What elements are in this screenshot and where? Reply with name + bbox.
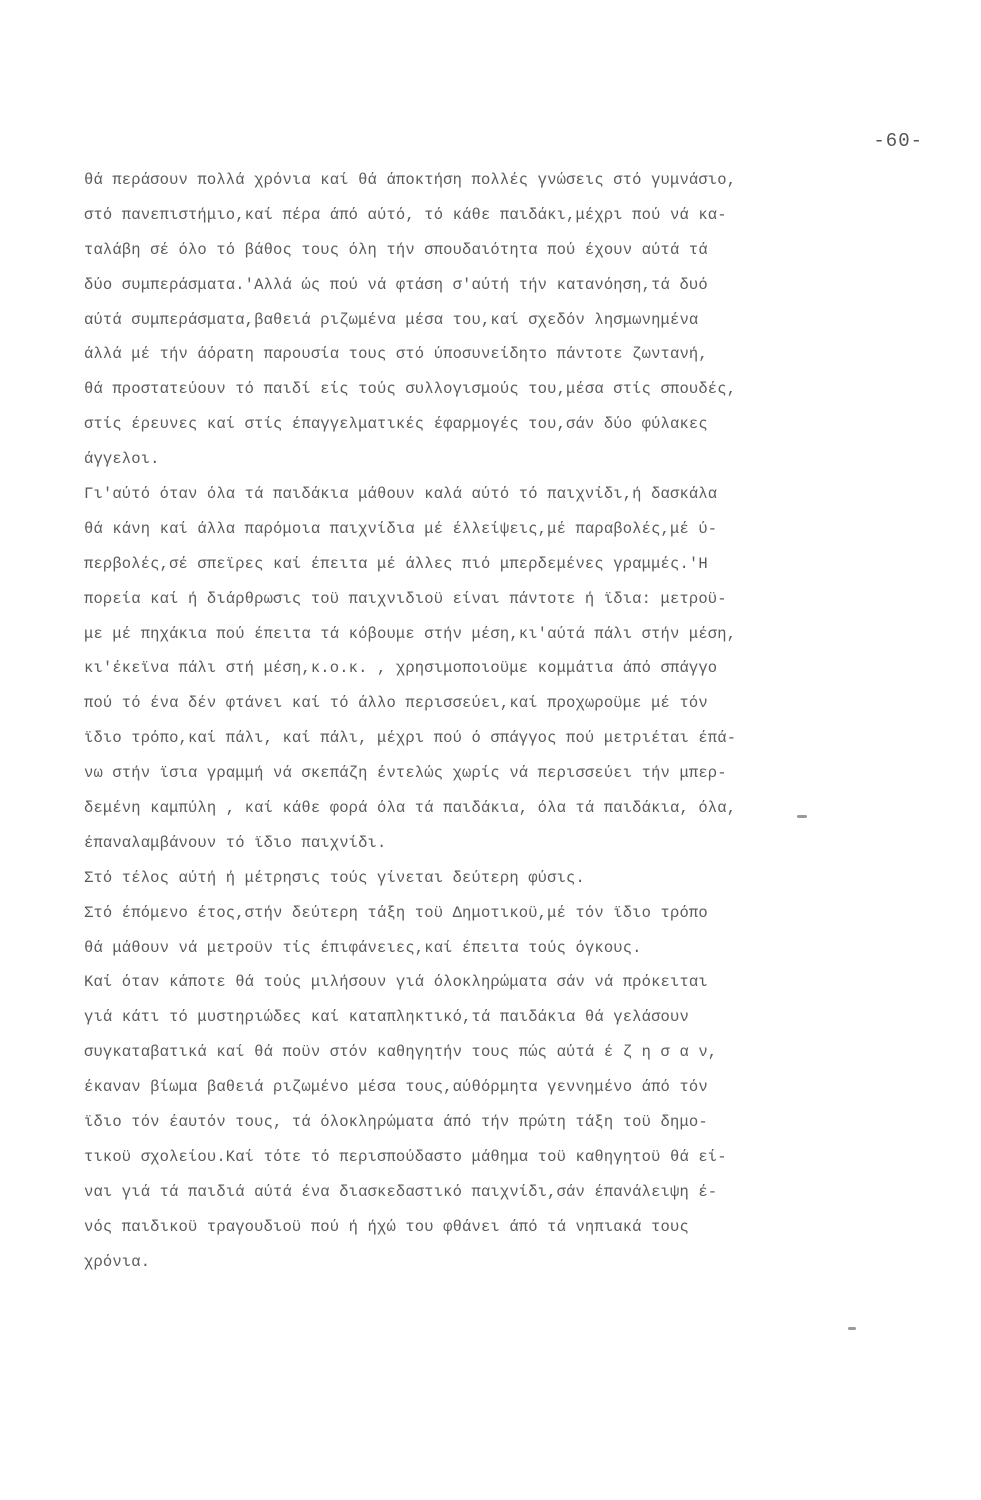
text-line: θά περάσουν πολλά χρόνια καί θά άποκτήση πολλές γνώσεις στό γυμνάσιο, (84, 171, 737, 189)
text-line: αύτά συμπεράσματα,βαθειά ριζωμένα μέσα του,καί σχεδόν λησμωνημένα (84, 310, 699, 329)
text-line: τικοϋ σχολείου.Καί τότε τό περισπούδαστο μάθημα τοϋ καθηγητοϋ θά εί- (84, 1147, 727, 1166)
text-line: δεμένη καμπύλη , καί κάθε φορά όλα τά παιδάκια, όλα τά παιδάκια, όλα, (84, 799, 737, 818)
ink-smudge (848, 1327, 856, 1330)
text-line: θά μάθουν νά μετροϋν τίς έπιφάνειες,καί έπειτα τούς όγκους. (84, 938, 642, 957)
text-line: νός παιδικοϋ τραγουδιοϋ πού ή ήχώ του φθάνει άπό τά νηπιακά τους (84, 1217, 689, 1236)
text-line: ϊδιο τόν έαυτόν τους, τά όλοκληρώματα άπό τήν πρώτη τάξη τοϋ δημο- (84, 1113, 708, 1132)
text-line: θά προστατεύουν τό παιδί είς τούς συλλογισμούς του,μέσα στίς σπουδές, (84, 380, 737, 399)
text-line: πού τό ένα δέν φτάνει καί τό άλλο περισσεύει,καί προχωροϋμε μέ τόν (84, 694, 708, 713)
page-number: -60- (873, 130, 923, 152)
text-line: άλλά μέ τήν άόρατη παρουσία τους στό ύποσυνείδητο πάντοτε ζωντανή, (84, 345, 708, 364)
text-line: συγκαταβατικά καί θά ποϋν στόν καθηγητήν τους πώς αύτά έ ζ η σ α ν, (84, 1043, 718, 1062)
text-line: άγγελοι. (84, 450, 160, 469)
text-line: Στό έπόμενο έτος,στήν δεύτερη τάξη τοϋ Δημοτικοϋ,μέ τόν ϊδιο τρόπο (84, 903, 708, 922)
text-line: νω στήν ϊσια γραμμή νά σκεπάζη έντελώς χωρίς νά περισσεύει τήν μπερ- (84, 764, 727, 783)
text-line: στίς έρευνες καί στίς έπαγγελματικές έφαρμογές του,σάν δύο φύλακες (84, 415, 708, 434)
text-line: έκαναν βίωμα βαθειά ριζωμένο μέσα τους,αύθόρμητα γεννημένο άπό τόν (84, 1078, 708, 1097)
text-line: χρόνια. (84, 1252, 151, 1271)
text-line: Στό τέλος αύτή ή μέτρησις τούς γίνεται δεύτερη φύσις. (84, 868, 585, 887)
text-line: ϊδιο τρόπο,καί πάλι, καί πάλι, μέχρι πού ό σπάγγος πού μετριέται έπά- (84, 729, 737, 748)
text-line: έπαναλαμβάνουν τό ϊδιο παιχνίδι. (84, 833, 387, 852)
text-line: ναι γιά τά παιδιά αύτά ένα διασκεδαστικό παιχνίδι,σάν έπανάλειψη έ- (84, 1182, 718, 1201)
text-line: ταλάβη σέ όλο τό βάθος τους όλη τήν σπουδαιότητα πού έχουν αύτά τά (84, 240, 708, 259)
text-line: θά κάνη καί άλλα παρόμοια παιχνίδια μέ έλλείψεις,μέ παραβολές,μέ ύ- (84, 519, 718, 538)
text-line: Γι'αύτό όταν όλα τά παιδάκια μάθουν καλά αύτό τό παιχνίδι,ή δασκάλα (84, 485, 718, 504)
typewritten-text (84, 163, 944, 1280)
text-line: πορεία καί ή διάρθρωσις τοϋ παιχνιδιοϋ είναι πάντοτε ή ϊδια: μετροϋ- (84, 589, 727, 608)
text-line: γιά κάτι τό μυστηριώδες καί καταπληκτικό,τά παιδάκια θά γελάσουν (84, 1008, 689, 1027)
text-line: Καί όταν κάποτε θά τούς μιλήσουν γιά όλοκληρώματα σάν νά πρόκειται (84, 973, 708, 992)
text-line: περβολές,σέ σπεϊρες καί έπειτα μέ άλλες πιό μπερδεμένες γραμμές.'Η (84, 554, 708, 573)
text-line: δύο συμπεράσματα.'Αλλά ώς πού νά φτάση σ'αύτή τήν κατανόηση,τά δυό (84, 275, 708, 294)
text-line: στό πανεπιστήμιο,καί πέρα άπό αύτό, τό κάθε παιδάκι,μέχρι πού νά κα- (84, 205, 727, 224)
ink-smudge (797, 815, 807, 818)
text-line: με μέ πηχάκια πού έπειτα τά κόβουμε στήν μέση,κι'αύτά πάλι στήν μέση, (84, 624, 737, 643)
text-line: κι'έκεϊνα πάλι στή μέση,κ.ο.κ. , χρησιμοποιοϋμε κομμάτια άπό σπάγγο (84, 659, 718, 678)
